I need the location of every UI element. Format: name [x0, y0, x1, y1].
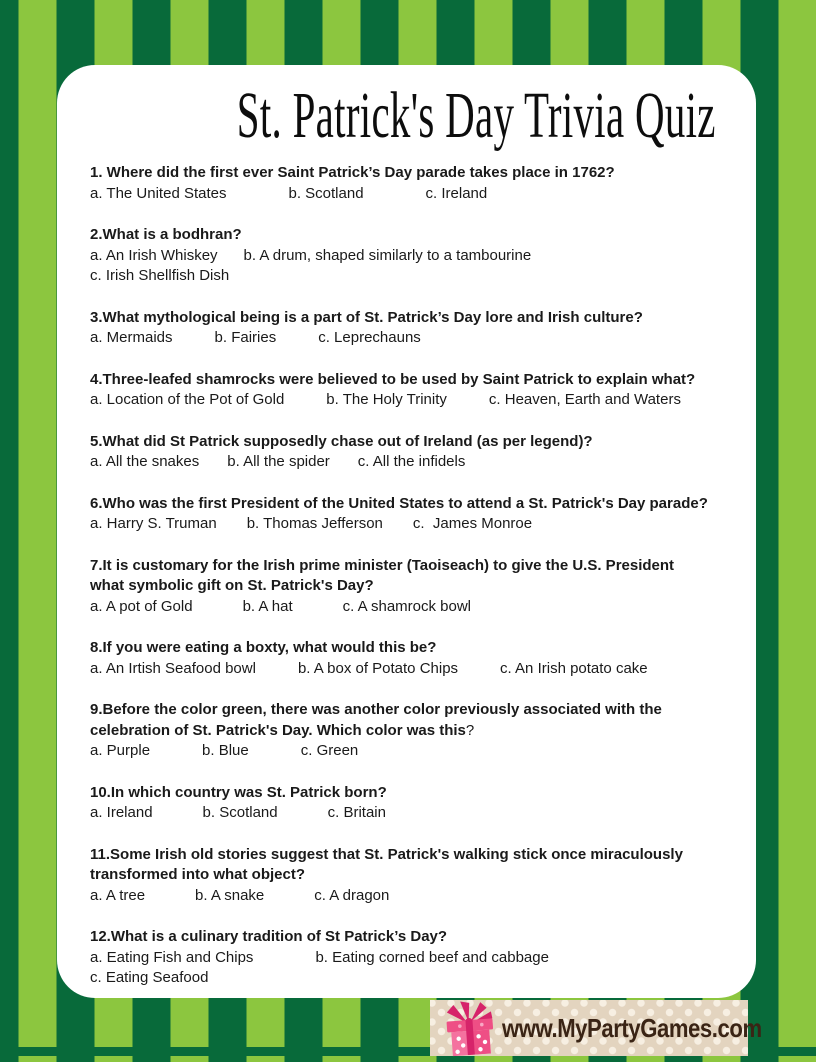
question-line: 7.It is customary for the Irish prime minister (Taoiseach) to give the U.S. President: [90, 556, 675, 574]
question-line: 2.What is a bodhran?: [90, 226, 242, 243]
question-block: [90, 845, 736, 907]
answer-row: [90, 514, 736, 535]
answer-lines: [90, 452, 736, 473]
answer-option: c. An Irish potato cake: [500, 659, 648, 677]
answer-option: b. Scotland: [202, 804, 278, 821]
answer-option: b. Thomas Jefferson: [246, 515, 383, 532]
page-title: [90, 77, 736, 155]
answer-option: b. Fairies: [214, 329, 277, 346]
answer-lines: [90, 514, 736, 535]
answer-option: a. An Irtish Seafood bowl: [90, 659, 256, 677]
question-block: [90, 638, 736, 679]
answer-option: b. All the spider: [227, 453, 330, 470]
answer-option: a. Location of the Pot of Gold: [90, 391, 285, 408]
answer-option: b. Blue: [202, 742, 249, 759]
answer-lines: [90, 184, 736, 205]
question-block: [90, 163, 736, 204]
answer-row: [90, 597, 736, 618]
answer-row: [90, 948, 736, 969]
answer-option: a. The United States: [90, 184, 227, 202]
answer-option: a. Purple: [90, 742, 151, 759]
answer-row: [90, 886, 736, 907]
answer-option: c. Ireland: [425, 184, 488, 202]
answer-lines: [90, 948, 736, 989]
answer-row: [90, 390, 736, 411]
question-line: 11.Some Irish old stories suggest that St. Patrick's walking stick once miraculously: [90, 845, 683, 863]
answer-option: a. All the snakes: [90, 453, 200, 470]
answer-option: a. A pot of Gold: [90, 597, 193, 615]
question-line: 8.If you were eating a boxty, what would this be?: [90, 639, 437, 656]
question-block: [90, 370, 736, 411]
question-text: [90, 927, 736, 948]
answer-option: b. A snake: [195, 886, 265, 904]
answer-option: c. Heaven, Earth and Waters: [488, 391, 681, 408]
quiz-card: [57, 65, 756, 998]
question-line: 1. Where did the first ever Saint Patrick’s Day parade takes place in 1762?: [90, 164, 615, 181]
answer-row: [90, 803, 736, 824]
question-line: 5.What did St Patrick supposedly chase out of Ireland (as per legend)?: [90, 432, 593, 450]
question-text: [90, 638, 736, 659]
question-line: 9.Before the color green, there was another color previously associated with the: [90, 701, 662, 718]
question-text: [90, 845, 736, 886]
website-url: www.MyPartyGames.com: [502, 1012, 762, 1043]
question-text: [90, 432, 736, 453]
question-line: celebration of St. Patrick's Day. Which color was this?: [90, 721, 475, 739]
question-block: [90, 308, 736, 349]
answer-option: b. A box of Potato Chips: [297, 659, 459, 677]
answer-row: [90, 452, 736, 473]
answer-option: c. All the infidels: [357, 453, 466, 470]
answer-row: [90, 741, 736, 762]
answer-row: [90, 968, 736, 989]
question-line: 4.Three-leafed shamrocks were believed to be used by Saint Patrick to explain what?: [90, 370, 696, 388]
answer-option: b. A drum, shaped similarly to a tambourine: [243, 246, 532, 264]
answer-option: c. Irish Shellfish Dish: [90, 267, 230, 284]
answer-lines: [90, 597, 736, 618]
question-text: [90, 783, 736, 804]
answer-option: a. Ireland: [90, 804, 153, 821]
answer-option: c. A shamrock bowl: [342, 597, 472, 615]
answer-option: a. An Irish Whiskey: [90, 246, 218, 264]
answer-option: c. James Monroe: [412, 515, 533, 532]
answer-lines: [90, 659, 736, 680]
question-line: 12.What is a culinary tradition of St Patrick’s Day?: [90, 928, 448, 945]
question-block: [90, 927, 736, 989]
answer-option: c. Britain: [327, 804, 386, 821]
answer-option: b. The Holy Trinity: [326, 391, 447, 408]
question-text: [90, 494, 736, 515]
answer-option: c. A dragon: [314, 886, 390, 904]
answer-row: [90, 659, 736, 680]
answer-lines: [90, 741, 736, 762]
answer-lines: [90, 803, 736, 824]
question-text: [90, 225, 736, 246]
answer-row: [90, 328, 736, 349]
gift-icon: [436, 999, 502, 1057]
answer-option: a. Harry S. Truman: [90, 515, 217, 532]
answer-option: b. Scotland: [288, 184, 364, 202]
answer-lines: [90, 246, 736, 287]
question-text: [90, 556, 736, 597]
answer-row: [90, 184, 736, 205]
question-line: 10.In which country was St. Patrick born?: [90, 783, 387, 801]
question-text: [90, 308, 736, 329]
question-line: 3.What mythological being is a part of St. Patrick’s Day lore and Irish culture?: [90, 308, 643, 326]
question-block: [90, 700, 736, 762]
question-line: 6.Who was the first President of the United States to attend a St. Patrick's Day parade?: [90, 494, 708, 512]
answer-option: c. Leprechauns: [318, 329, 421, 346]
question-text: [90, 163, 736, 184]
answer-option: a. Mermaids: [90, 329, 173, 346]
question-text: [90, 370, 736, 391]
answer-option: b. A hat: [242, 597, 293, 615]
question-block: [90, 556, 736, 618]
answer-option: c. Eating Seafood: [90, 969, 209, 986]
answer-option: b. Eating corned beef and cabbage: [315, 948, 549, 966]
question-line: transformed into what object?: [90, 866, 306, 883]
answer-row: [90, 246, 736, 267]
questions-list: [90, 163, 736, 989]
question-block: [90, 432, 736, 473]
question-block: [90, 225, 736, 287]
answer-lines: [90, 328, 736, 349]
question-block: [90, 783, 736, 824]
answer-option: c. Green: [300, 742, 359, 759]
answer-row: [90, 266, 736, 287]
question-block: [90, 494, 736, 535]
question-text: [90, 700, 736, 741]
answer-option: a. Eating Fish and Chips: [90, 948, 254, 966]
answer-option: a. A tree: [90, 886, 146, 904]
page-title-text: St. Patrick's Day Trivia Quiz: [236, 79, 716, 152]
question-tail: ?: [465, 721, 475, 739]
answer-lines: [90, 390, 736, 411]
answer-lines: [90, 886, 736, 907]
footer-logo-strip: [430, 1000, 762, 1056]
question-line: what symbolic gift on St. Patrick's Day?: [90, 577, 374, 594]
